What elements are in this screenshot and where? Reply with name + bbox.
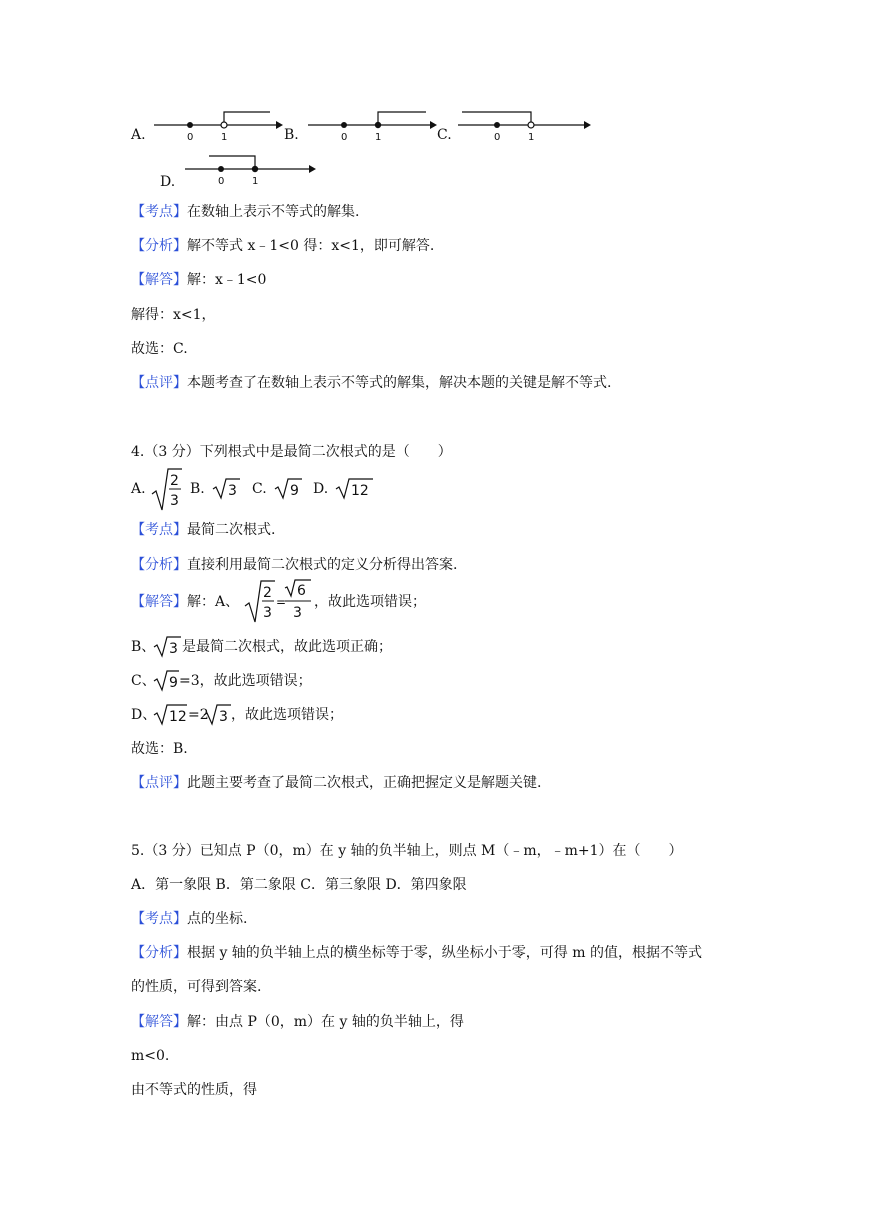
svg-text:3: 3	[169, 641, 178, 657]
q4-b-prefix: B、	[131, 639, 156, 655]
jieda-tag: 【解答】	[131, 272, 187, 288]
q4-stem: 4.（3 分）下列根式中是最简二次根式的是（ ）	[131, 444, 452, 460]
q4-fenxi	[131, 556, 457, 574]
sqrt-three-b	[153, 634, 183, 658]
dianping-tag: 【点评】	[131, 775, 187, 791]
svg-text:2: 2	[263, 585, 272, 601]
tick-one: 1	[528, 132, 535, 143]
q4-c-prefix: C、	[131, 673, 156, 689]
jieda-tag: 【解答】	[131, 594, 187, 610]
tick-zero: 0	[218, 176, 225, 187]
svg-text:3: 3	[263, 605, 272, 621]
svg-text:12: 12	[351, 483, 369, 499]
q5-stem: 5.（3 分）已知点 P（0，m）在 y 轴的负半轴上，则点 M（﹣m，﹣m+1）在（ ）	[131, 843, 683, 859]
jieda-text: 解：由点 P（0，m）在 y 轴的负半轴上，得	[187, 1014, 464, 1030]
q4-b-suffix: 是最简二次根式，故此选项正确；	[182, 639, 392, 655]
fenxi-tag: 【分析】	[131, 945, 187, 961]
number-line-b	[306, 108, 438, 144]
dianping-text: 此题主要考查了最简二次根式，正确把握定义是解题关键.	[187, 775, 542, 791]
q5-fenxi	[131, 944, 702, 962]
q5-line2: m<0.	[131, 1048, 170, 1064]
fenxi-tag: 【分析】	[131, 238, 187, 254]
q4-option-b-label: B.	[190, 481, 205, 497]
q4-jieda	[131, 593, 239, 611]
q4-choice: 故选：B.	[131, 741, 188, 757]
q4-option-c-label: C.	[252, 481, 267, 497]
svg-text:2: 2	[170, 473, 179, 489]
q5-line3: 由不等式的性质，得	[131, 1082, 257, 1098]
svg-text:3: 3	[293, 605, 302, 621]
kaodian-text: 点的坐标.	[187, 911, 248, 927]
tick-one: 1	[375, 132, 382, 143]
q3-line3: 故选：C.	[131, 341, 188, 357]
kaodian-text: 最简二次根式.	[187, 522, 276, 538]
number-line-a	[152, 108, 284, 144]
q3-fenxi	[131, 237, 434, 255]
tick-one: 1	[221, 132, 228, 143]
option-d-label: D.	[160, 174, 176, 190]
q4-d-suffix: ，故此选项错误；	[231, 707, 343, 723]
q3-kaodian	[131, 203, 359, 221]
q4-dianping	[131, 774, 541, 792]
jieda-suffix: ，故此选项错误；	[314, 594, 426, 610]
q5-options: A．第一象限 B．第二象限 C．第三象限 D．第四象限	[131, 877, 467, 893]
tick-zero: 0	[494, 132, 501, 143]
kaodian-tag: 【考点】	[131, 911, 187, 927]
sqrt-twelve-d	[153, 702, 189, 726]
fenxi-tag: 【分析】	[131, 557, 187, 573]
q4-c-suffix: =3，故此选项错误；	[179, 673, 312, 689]
kaodian-text: 在数轴上表示不等式的解集.	[187, 204, 360, 220]
svg-text:3: 3	[170, 493, 179, 509]
svg-text:3: 3	[219, 709, 228, 725]
kaodian-tag: 【考点】	[131, 204, 187, 220]
sqrt-nine	[274, 476, 304, 500]
jieda-text: 解：x﹣1<0	[187, 272, 267, 288]
sqrt-two-thirds-solution	[243, 578, 277, 626]
sqrt-two-thirds	[150, 466, 184, 514]
jieda-tag: 【解答】	[131, 1014, 187, 1030]
q4-d-prefix: D、	[131, 707, 157, 723]
tick-zero: 0	[187, 132, 194, 143]
tick-zero: 0	[341, 132, 348, 143]
fenxi-text: 解不等式 x﹣1<0 得：x<1，即可解答.	[187, 238, 435, 254]
q4-option-d-label: D.	[313, 481, 329, 497]
svg-text:9: 9	[290, 483, 299, 499]
q3-dianping	[131, 374, 611, 392]
svg-text:3: 3	[228, 483, 237, 499]
jieda-prefix: 解：A、	[187, 594, 240, 610]
svg-text:9: 9	[169, 675, 178, 691]
option-b-label: B.	[284, 127, 299, 143]
option-a-label: A.	[131, 127, 146, 143]
q3-jieda	[131, 271, 266, 289]
kaodian-tag: 【考点】	[131, 522, 187, 538]
svg-text:12: 12	[169, 709, 187, 725]
sqrt-six-over-three	[283, 578, 317, 626]
q4-d-mid: =2	[188, 707, 209, 723]
equals-sign: =	[276, 595, 287, 609]
option-c-label: C.	[437, 127, 452, 143]
fenxi-text: 直接利用最简二次根式的定义分析得出答案.	[187, 557, 458, 573]
q5-fenxi-cont: 的性质，可得到答案.	[131, 979, 262, 995]
sqrt-twelve	[335, 476, 375, 500]
svg-text:6: 6	[297, 583, 306, 599]
q4-kaodian	[131, 521, 275, 539]
q5-kaodian	[131, 910, 247, 928]
fenxi-text: 根据 y 轴的负半轴上点的横坐标等于零，纵坐标小于零，可得 m 的值，根据不等式	[187, 945, 702, 961]
q3-line2: 解得：x<1，	[131, 307, 216, 323]
q5-jieda	[131, 1013, 464, 1031]
dianping-tag: 【点评】	[131, 375, 187, 391]
sqrt-three-d	[203, 702, 233, 726]
dianping-text: 本题考查了在数轴上表示不等式的解集，解决本题的关键是解不等式.	[187, 375, 612, 391]
number-line-d	[183, 152, 317, 188]
number-line-c	[456, 108, 592, 144]
q4-option-a-label: A.	[131, 481, 146, 497]
sqrt-three	[212, 476, 242, 500]
tick-one: 1	[252, 176, 259, 187]
